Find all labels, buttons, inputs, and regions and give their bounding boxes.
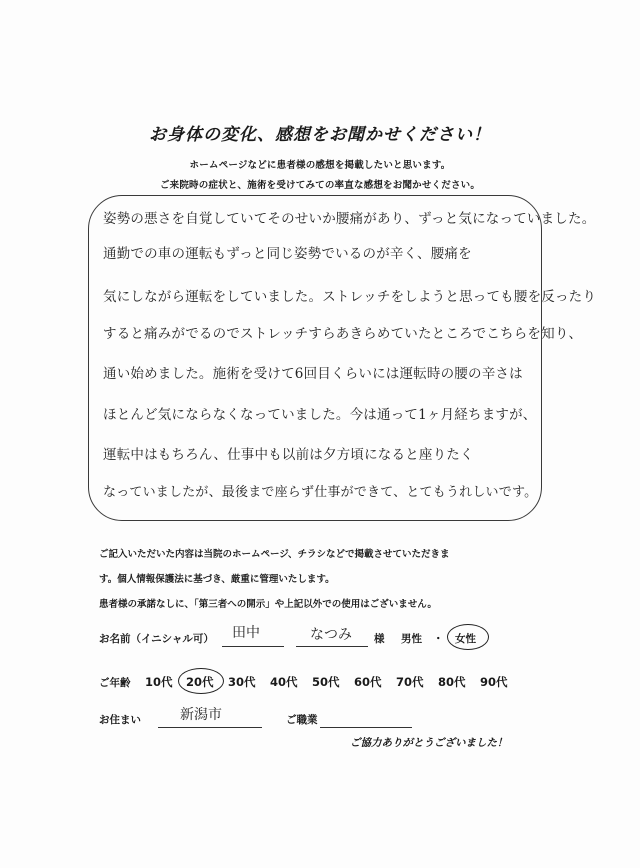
subtitle-line-1: ホームページなどに患者様の感想を掲載したいと思います。 [189,160,451,171]
comment-line-2: 通勤での車の運転もずっと同じ姿勢でいるのが辛く、腰痛を [103,246,472,262]
occupation-label: ご職業 [286,714,318,726]
age-option-30s[interactable]: 30代 [228,675,256,689]
privacy-note-line-3: 患者様の承諾なしに、「第三者への開示」や上記以外での使用はございません。 [99,599,437,610]
residence-value: 新潟市 [180,707,222,723]
residence-label: お住まい [99,714,141,726]
subtitle-line-2: ご来院時の症状と、施術を受けてみての率直な感想をお聞かせください。 [159,180,481,191]
age-option-40s[interactable]: 40代 [270,675,298,689]
comment-line-3: 気にしながら運転をしていました。ストレッチをしようと思っても腰を反ったり [103,289,597,305]
comment-line-5: 通い始めました。施術を受けて6回目くらいには運転時の腰の辛さは [103,366,523,382]
comment-line-6: ほとんど気にならなくなっていました。今は通って1ヶ月経ちますが、 [103,407,537,423]
comment-line-4: すると痛みがでるのでストレッチすらあきらめていたところでこちらを知り、 [103,326,583,342]
comment-line-8: なっていましたが、最後まで座らず仕事ができて、とてもうれしいです。 [103,485,538,500]
last-name-underline [222,646,284,647]
privacy-note-line-2: す。個人情報保護法に基づき、厳重に管理いたします。 [99,574,335,585]
comment-line-7: 運転中はもちろん、仕事中も以前は夕方頃になると座りたく [103,447,474,463]
age-option-80s[interactable]: 80代 [438,675,466,689]
age-option-20s[interactable]: 20代 [186,675,214,689]
gender-male-option[interactable]: 男性 [401,633,422,645]
page-title: お身体の変化、感想をお聞かせください！ [149,125,491,145]
residence-underline [158,727,262,728]
age-option-60s[interactable]: 60代 [354,675,382,689]
age-label: ご年齢 [99,677,131,689]
occupation-underline [320,727,412,728]
gender-female-option[interactable]: 女性 [455,633,476,645]
age-option-50s[interactable]: 50代 [312,675,340,689]
age-option-90s[interactable]: 90代 [480,675,508,689]
comment-line-1: 姿勢の悪さを自覚していてそのせいか腰痛があり、ずっと気になっていました。 [103,211,596,227]
age-option-70s[interactable]: 70代 [396,675,424,689]
gender-separator: ・ [433,633,444,645]
last-name-value: 田中 [232,625,260,641]
privacy-note-line-1: ご記入いただいた内容は当院のホームページ、チラシなどで掲載させていただきま [99,549,450,560]
name-label: お名前（イニシャル可） [99,633,214,645]
age-option-10s[interactable]: 10代 [145,675,173,689]
first-name-underline [296,646,368,647]
age-selected-circle [178,668,224,694]
first-name-value: なつみ [310,627,352,643]
gender-selected-circle [447,624,489,650]
honorific-label: 様 [374,633,385,645]
thanks-message: ご協力ありがとうございました！ [350,737,508,749]
